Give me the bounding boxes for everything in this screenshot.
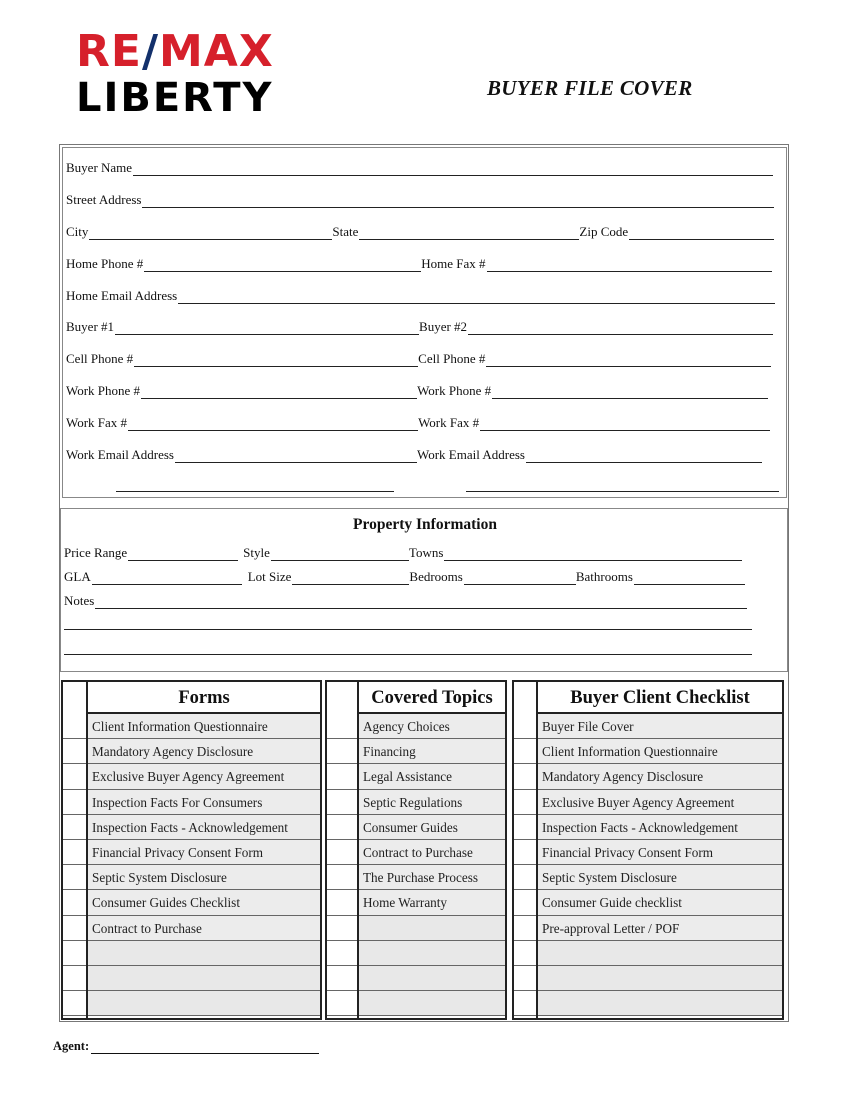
list-item: Financial Privacy Consent Form bbox=[538, 840, 782, 865]
list-item: Home Warranty bbox=[359, 890, 505, 915]
checkbox-cell[interactable] bbox=[327, 840, 357, 865]
list-item: Contract to Purchase bbox=[88, 916, 320, 941]
list-item: Inspection Facts - Acknowledgement bbox=[88, 815, 320, 840]
checkbox-cell[interactable] bbox=[327, 966, 357, 991]
checkbox-cell[interactable] bbox=[514, 714, 536, 739]
forms-table bbox=[61, 680, 322, 1020]
work-email-2-label: Work Email Address bbox=[417, 447, 525, 462]
bedrooms-label: Bedrooms bbox=[409, 569, 463, 584]
checkbox-cell[interactable] bbox=[63, 865, 86, 890]
price-style-towns-row[interactable] bbox=[64, 545, 742, 561]
checkbox-cell[interactable] bbox=[327, 916, 357, 941]
work-email-continuation-1[interactable] bbox=[116, 491, 394, 492]
list-item: The Purchase Process bbox=[359, 865, 505, 890]
list-item: Financing bbox=[359, 739, 505, 764]
blank-list-item bbox=[359, 991, 505, 1016]
checkbox-cell[interactable] bbox=[63, 840, 86, 865]
work-fax-row[interactable] bbox=[66, 415, 770, 431]
checkbox-cell[interactable] bbox=[514, 790, 536, 815]
checkbox-cell[interactable] bbox=[63, 739, 86, 764]
list-item: Mandatory Agency Disclosure bbox=[88, 739, 320, 764]
home-fax-input[interactable] bbox=[487, 259, 772, 272]
blank-list-item bbox=[538, 941, 782, 966]
home-phone-input[interactable] bbox=[144, 259, 421, 272]
checkbox-cell[interactable] bbox=[63, 815, 86, 840]
list-item: Financial Privacy Consent Form bbox=[88, 840, 320, 865]
list-item: Consumer Guides bbox=[359, 815, 505, 840]
home-fax-label: Home Fax # bbox=[421, 256, 486, 271]
work-phone-row[interactable] bbox=[66, 383, 768, 399]
agent-signature-field[interactable] bbox=[53, 1038, 319, 1054]
work-fax-2-input[interactable] bbox=[480, 418, 770, 431]
checkbox-cell[interactable] bbox=[514, 739, 536, 764]
list-item: Inspection Facts For Consumers bbox=[88, 790, 320, 815]
list-item: Septic System Disclosure bbox=[538, 865, 782, 890]
checkbox-cell[interactable] bbox=[63, 966, 86, 991]
state-label: State bbox=[332, 224, 359, 239]
checkbox-cell[interactable] bbox=[63, 991, 86, 1016]
lot-size-label: Lot Size bbox=[247, 569, 292, 584]
work-phone-1-input[interactable] bbox=[141, 386, 417, 399]
checkbox-cell[interactable] bbox=[327, 941, 357, 966]
notes-line-2[interactable] bbox=[64, 629, 752, 630]
buyer-names-row[interactable] bbox=[66, 319, 773, 335]
checkbox-cell[interactable] bbox=[327, 890, 357, 915]
work-fax-1-input[interactable] bbox=[128, 418, 418, 431]
cell-phone-row[interactable] bbox=[66, 351, 771, 367]
notes-line-3[interactable] bbox=[64, 654, 752, 655]
buyer1-label: Buyer #1 bbox=[66, 319, 115, 334]
cell-phone-2-label: Cell Phone # bbox=[418, 351, 486, 366]
checkbox-cell[interactable] bbox=[327, 764, 357, 789]
work-phone-2-label: Work Phone # bbox=[417, 383, 492, 398]
list-item: Septic System Disclosure bbox=[88, 865, 320, 890]
buyer1-input[interactable] bbox=[115, 322, 419, 335]
price-range-input[interactable] bbox=[128, 548, 238, 561]
zip-input[interactable] bbox=[629, 227, 774, 240]
blank-list-item bbox=[88, 991, 320, 1016]
checkbox-cell[interactable] bbox=[327, 991, 357, 1016]
checkbox-cell[interactable] bbox=[63, 890, 86, 915]
covered-topics-table bbox=[325, 680, 507, 1020]
work-email-1-label: Work Email Address bbox=[66, 447, 174, 462]
covered-topics-heading: Covered Topics bbox=[359, 682, 505, 714]
gla-lot-bed-bath-row[interactable] bbox=[64, 569, 745, 585]
forms-heading: Forms bbox=[88, 682, 320, 714]
checkbox-cell[interactable] bbox=[514, 890, 536, 915]
city-input[interactable] bbox=[89, 227, 332, 240]
list-item: Exclusive Buyer Agency Agreement bbox=[88, 764, 320, 789]
buyer2-label: Buyer #2 bbox=[419, 319, 468, 334]
work-email-row[interactable] bbox=[66, 447, 762, 463]
checkbox-cell[interactable] bbox=[327, 815, 357, 840]
gla-label: GLA bbox=[64, 569, 91, 584]
work-email-2-input[interactable] bbox=[526, 450, 762, 463]
checkbox-cell[interactable] bbox=[63, 941, 86, 966]
work-fax-1-label: Work Fax # bbox=[66, 415, 128, 430]
state-input[interactable] bbox=[359, 227, 579, 240]
blank-list-item bbox=[359, 941, 505, 966]
list-item: Consumer Guide checklist bbox=[538, 890, 782, 915]
list-item: Pre-approval Letter / POF bbox=[538, 916, 782, 941]
buyer-checklist-heading: Buyer Client Checklist bbox=[538, 682, 782, 714]
list-item: Exclusive Buyer Agency Agreement bbox=[538, 790, 782, 815]
blank-list-item bbox=[359, 916, 505, 941]
list-item: Buyer File Cover bbox=[538, 714, 782, 739]
list-item: Inspection Facts - Acknowledgement bbox=[538, 815, 782, 840]
checkbox-cell[interactable] bbox=[327, 865, 357, 890]
home-phone-fax-row[interactable] bbox=[66, 256, 772, 272]
cell-phone-1-input[interactable] bbox=[134, 354, 418, 367]
checkbox-cell[interactable] bbox=[514, 991, 536, 1016]
checkbox-cell[interactable] bbox=[514, 941, 536, 966]
list-item: Septic Regulations bbox=[359, 790, 505, 815]
buyer2-input[interactable] bbox=[468, 322, 773, 335]
agent-label: Agent: bbox=[53, 1039, 90, 1053]
remax-liberty-logo bbox=[76, 26, 296, 121]
zip-label: Zip Code bbox=[579, 224, 629, 239]
cell-phone-1-label: Cell Phone # bbox=[66, 351, 134, 366]
checkbox-cell[interactable] bbox=[327, 790, 357, 815]
home-phone-label: Home Phone # bbox=[66, 256, 144, 271]
home-email-field[interactable]: Home Email Address bbox=[66, 288, 775, 304]
list-item: Client Information Questionnaire bbox=[88, 714, 320, 739]
checkbox-cell[interactable] bbox=[63, 790, 86, 815]
list-item: Client Information Questionnaire bbox=[538, 739, 782, 764]
checkbox-cell[interactable] bbox=[327, 714, 357, 739]
checkbox-cell[interactable] bbox=[514, 865, 536, 890]
checkbox-cell[interactable] bbox=[514, 916, 536, 941]
lot-size-input[interactable] bbox=[292, 572, 409, 585]
city-state-zip-row[interactable] bbox=[66, 224, 774, 240]
checkbox-cell[interactable] bbox=[514, 764, 536, 789]
buyer-name-field[interactable]: Buyer Name bbox=[66, 160, 773, 176]
property-info-heading: Property Information bbox=[353, 516, 497, 533]
buyer-checklist-table bbox=[512, 680, 784, 1020]
list-item: Legal Assistance bbox=[359, 764, 505, 789]
price-range-label: Price Range bbox=[64, 545, 128, 560]
blank-list-item bbox=[359, 966, 505, 991]
street-address-field[interactable]: Street Address bbox=[66, 192, 774, 208]
document-title: BUYER FILE COVER bbox=[487, 76, 693, 100]
checkbox-cell[interactable] bbox=[514, 840, 536, 865]
list-item: Consumer Guides Checklist bbox=[88, 890, 320, 915]
remax-wordmark: RE/MAX bbox=[76, 26, 274, 77]
style-label: Style bbox=[243, 545, 270, 560]
blank-list-item bbox=[88, 941, 320, 966]
cell-phone-2-input[interactable] bbox=[486, 354, 771, 367]
towns-input[interactable] bbox=[444, 548, 742, 561]
blank-list-item bbox=[538, 991, 782, 1016]
bedrooms-input[interactable] bbox=[464, 572, 576, 585]
list-item: Agency Choices bbox=[359, 714, 505, 739]
notes-field[interactable]: Notes bbox=[64, 593, 747, 609]
list-item: Contract to Purchase bbox=[359, 840, 505, 865]
gla-input[interactable] bbox=[92, 572, 242, 585]
checkbox-cell[interactable] bbox=[63, 764, 86, 789]
checkbox-cell[interactable] bbox=[63, 916, 86, 941]
checkbox-cell[interactable] bbox=[327, 739, 357, 764]
style-input[interactable] bbox=[271, 548, 409, 561]
checkbox-cell[interactable] bbox=[514, 966, 536, 991]
list-item: Mandatory Agency Disclosure bbox=[538, 764, 782, 789]
city-label: City bbox=[66, 224, 89, 239]
bathrooms-label: Bathrooms bbox=[575, 569, 633, 584]
work-phone-1-label: Work Phone # bbox=[66, 383, 141, 398]
bathrooms-input[interactable] bbox=[634, 572, 745, 585]
agent-input[interactable] bbox=[91, 1042, 319, 1054]
work-fax-2-label: Work Fax # bbox=[418, 415, 480, 430]
office-name: LIBERTY bbox=[76, 75, 274, 121]
work-email-continuation-2[interactable] bbox=[466, 491, 779, 492]
blank-list-item bbox=[538, 966, 782, 991]
checkbox-cell[interactable] bbox=[514, 815, 536, 840]
towns-label: Towns bbox=[408, 545, 444, 560]
work-email-1-input[interactable] bbox=[175, 450, 417, 463]
blank-list-item bbox=[88, 966, 320, 991]
work-phone-2-input[interactable] bbox=[492, 386, 768, 399]
checkbox-cell[interactable] bbox=[63, 714, 86, 739]
